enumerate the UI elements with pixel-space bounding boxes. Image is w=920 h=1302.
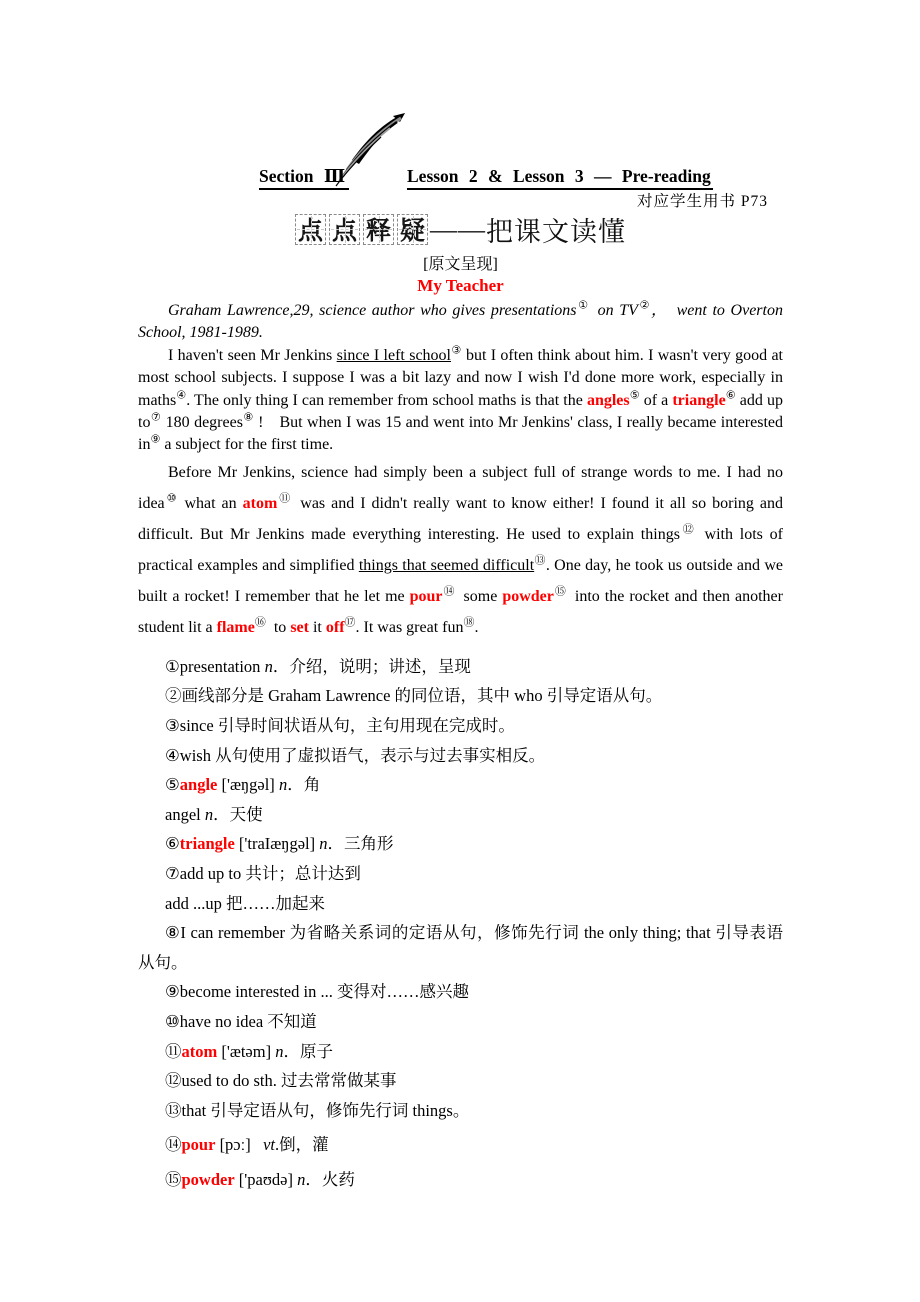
text-segment: ．三角形: [327, 834, 394, 854]
text-segment: to: [265, 618, 291, 636]
note-line: [138, 829, 783, 859]
note-line: [138, 918, 783, 977]
text-segment: flame: [216, 618, 255, 636]
note-line: [138, 889, 783, 919]
text-segment: some: [455, 587, 503, 605]
text-segment: 180 degrees: [161, 414, 243, 432]
text-segment: ．角: [287, 775, 321, 795]
annotation-ref-number: ⑥: [725, 388, 736, 402]
text-segment: into the rocket and then another student lit a: [138, 587, 783, 636]
note-line: [138, 1096, 783, 1126]
note-line: [138, 1007, 783, 1037]
text-segment: ⑨become interested in ... 变得对……感兴趣: [165, 982, 469, 1002]
text-segment: angel: [165, 804, 205, 824]
text-segment: powder: [181, 1169, 235, 1189]
text-segment: atom: [181, 1041, 218, 1061]
boxed-title-char: 释: [363, 214, 394, 245]
text-segment: was and I didn't really want to know either! I found it all so boring and difficult. But Mr Jenkins made everything interesting. He used to explain things: [138, 494, 783, 543]
note-line: [138, 741, 783, 771]
annotation-ref-number: ⑩: [164, 491, 179, 505]
note-line: [138, 859, 783, 889]
content-column: [138, 209, 783, 1195]
title-rest: 把课文读懂: [486, 216, 626, 247]
text-segment: a subject for the first time.: [160, 436, 334, 454]
text-segment: pour: [181, 1135, 216, 1155]
text-segment: ⑬that 引导定语从句，修饰先行词 things。: [165, 1100, 470, 1120]
passage-paragraph-intro: [138, 300, 783, 345]
text-segment: ．介绍，说明；讲述，呈现: [272, 656, 471, 676]
text-segment: .: [474, 618, 479, 636]
text-segment: ⑧I can remember 为省略关系词的定语从句，修饰先行词 the only thing; that 引导表语从句。: [138, 923, 783, 972]
title-dash: ——: [430, 213, 486, 244]
text-segment: ②画线部分是 Graham Lawrence 的同位语，其中 who 引导定语从句。: [165, 686, 663, 706]
text-segment: .倒，灌: [275, 1135, 329, 1155]
text-segment: since I left school: [336, 346, 452, 364]
text-segment: add up to: [138, 391, 783, 432]
text-segment: of a: [639, 391, 673, 409]
text-segment: vt: [263, 1135, 276, 1155]
annotation-ref-number: ②: [637, 298, 652, 312]
text-segment: . It was great fun: [355, 618, 464, 636]
annotation-ref-number: ⑫: [679, 522, 697, 536]
annotation-ref-number: ⑦: [150, 410, 162, 424]
masthead: [138, 166, 783, 188]
text-segment: but I often think about him. I wasn't very good at most school subjects. I suppose I was a bit lazy and now I wish I'd done more work, especially in maths: [138, 346, 784, 409]
main-title: [138, 209, 783, 249]
text-segment: . The only thing I can remember from school maths is that the: [186, 391, 587, 409]
text-segment: n: [264, 656, 273, 676]
text-segment: set: [290, 618, 309, 636]
text-segment: ! But when I was 15 and went into Mr Jenkins' class, I really became interested in: [138, 414, 783, 454]
annotation-ref-number: ⑱: [463, 615, 475, 629]
text-segment: [pɔː]: [215, 1135, 264, 1155]
annotation-ref-number: ⑰: [344, 615, 356, 629]
passage-title: My Teacher: [417, 276, 504, 295]
section-heading: Section Ⅲ: [259, 166, 349, 190]
annotation-list: [138, 652, 783, 1195]
text-segment: ⑭: [165, 1135, 182, 1155]
note-line: [138, 1066, 783, 1096]
text-segment: what an: [178, 494, 243, 512]
text-segment: n: [275, 1041, 284, 1061]
note-line: [138, 681, 783, 711]
text-segment: ⑪: [165, 1041, 182, 1061]
text-segment: things that seemed difficult: [358, 556, 535, 574]
note-line: [138, 770, 783, 800]
text-segment: ①presentation: [165, 656, 265, 676]
text-segment: ， went to Overton School, 1981-1989.: [138, 302, 783, 342]
annotation-ref-number: ⑯: [254, 615, 266, 629]
text-segment: n: [319, 834, 328, 854]
text-segment: ['traIæŋgəl]: [234, 834, 320, 854]
text-segment: ⑮: [165, 1169, 182, 1189]
lesson-heading: Lesson 2 & Lesson 3 — Pre-reading: [407, 166, 713, 190]
text-segment: triangle: [672, 391, 726, 409]
annotation-ref-number: ④: [176, 388, 187, 402]
note-line: [138, 1130, 783, 1160]
note-line: [138, 711, 783, 741]
annotation-ref-number: ⑧: [242, 410, 254, 424]
boxed-title: [295, 214, 428, 245]
student-book-page-ref: 对应学生用书 P73: [637, 193, 768, 210]
text-segment: powder: [502, 587, 554, 605]
text-segment: angle: [179, 775, 218, 795]
annotation-ref-number: ⑭: [442, 584, 456, 598]
passage-paragraph-2: [138, 457, 783, 643]
text-segment: off: [325, 618, 345, 636]
text-segment: ['æŋgəl]: [217, 775, 279, 795]
annotation-ref-number: ⑪: [277, 491, 293, 505]
text-segment: on TV: [589, 302, 638, 319]
note-line: [138, 1037, 783, 1067]
boxed-title-char: 疑: [397, 214, 428, 245]
annotation-ref-number: ⑬: [534, 553, 546, 567]
text-segment: angles: [586, 391, 630, 409]
text-segment: ⑥: [165, 834, 180, 854]
text-segment: ③since 引导时间状语从句，主句用现在完成时。: [165, 716, 515, 736]
note-line: [138, 977, 783, 1007]
text-segment: ④wish 从句使用了虚拟语气，表示与过去事实相反。: [165, 745, 546, 765]
note-line: [138, 652, 783, 682]
text-segment: ．火药: [305, 1169, 355, 1189]
text-segment: Graham Lawrence,29, science author who gives presentations: [168, 302, 577, 319]
text-segment: ⑩have no idea 不知道: [165, 1011, 317, 1031]
text-segment: with lots of practical examples and simplified: [138, 525, 784, 574]
annotation-ref-number: ③: [451, 343, 462, 357]
text-segment: Before Mr Jenkins, science had simply been a subject full of strange words to me. I had no idea: [138, 463, 783, 512]
text-segment: I haven't seen Mr Jenkins: [168, 346, 337, 364]
text-segment: ⑫used to do sth. 过去常常做某事: [165, 1071, 397, 1091]
text-segment: it: [308, 618, 326, 636]
annotation-ref-number: ⑮: [553, 584, 567, 598]
text-segment: n: [297, 1169, 306, 1189]
text-segment: triangle: [179, 834, 235, 854]
text-segment: ⑦add up to 共计；总计达到: [165, 864, 361, 883]
text-segment: pour: [409, 587, 443, 605]
annotation-ref-number: ⑨: [150, 433, 161, 447]
text-segment: add ...up 把……加起来: [165, 893, 325, 913]
text-segment: ．原子: [283, 1041, 333, 1061]
text-segment: ⑤: [165, 775, 180, 795]
text-segment: n: [204, 804, 214, 824]
passage-paragraph-1: [138, 345, 783, 457]
annotation-ref-number: ⑤: [629, 388, 640, 402]
original-text-label: [原文呈现]: [423, 256, 498, 273]
text-segment: atom: [242, 494, 278, 512]
text-segment: ['ætəm]: [217, 1041, 276, 1061]
note-line: [138, 800, 783, 830]
text-segment: ．天使: [213, 804, 263, 824]
boxed-title-char: 点: [295, 214, 326, 245]
text-segment: . One day, he took us outside and we built a rocket! I remember that he let me: [138, 556, 783, 605]
annotation-ref-number: ①: [576, 298, 590, 312]
boxed-title-char: 点: [329, 214, 360, 245]
text-segment: n: [278, 775, 288, 795]
text-segment: ['paʊdə]: [234, 1169, 298, 1189]
note-line: [138, 1165, 783, 1195]
